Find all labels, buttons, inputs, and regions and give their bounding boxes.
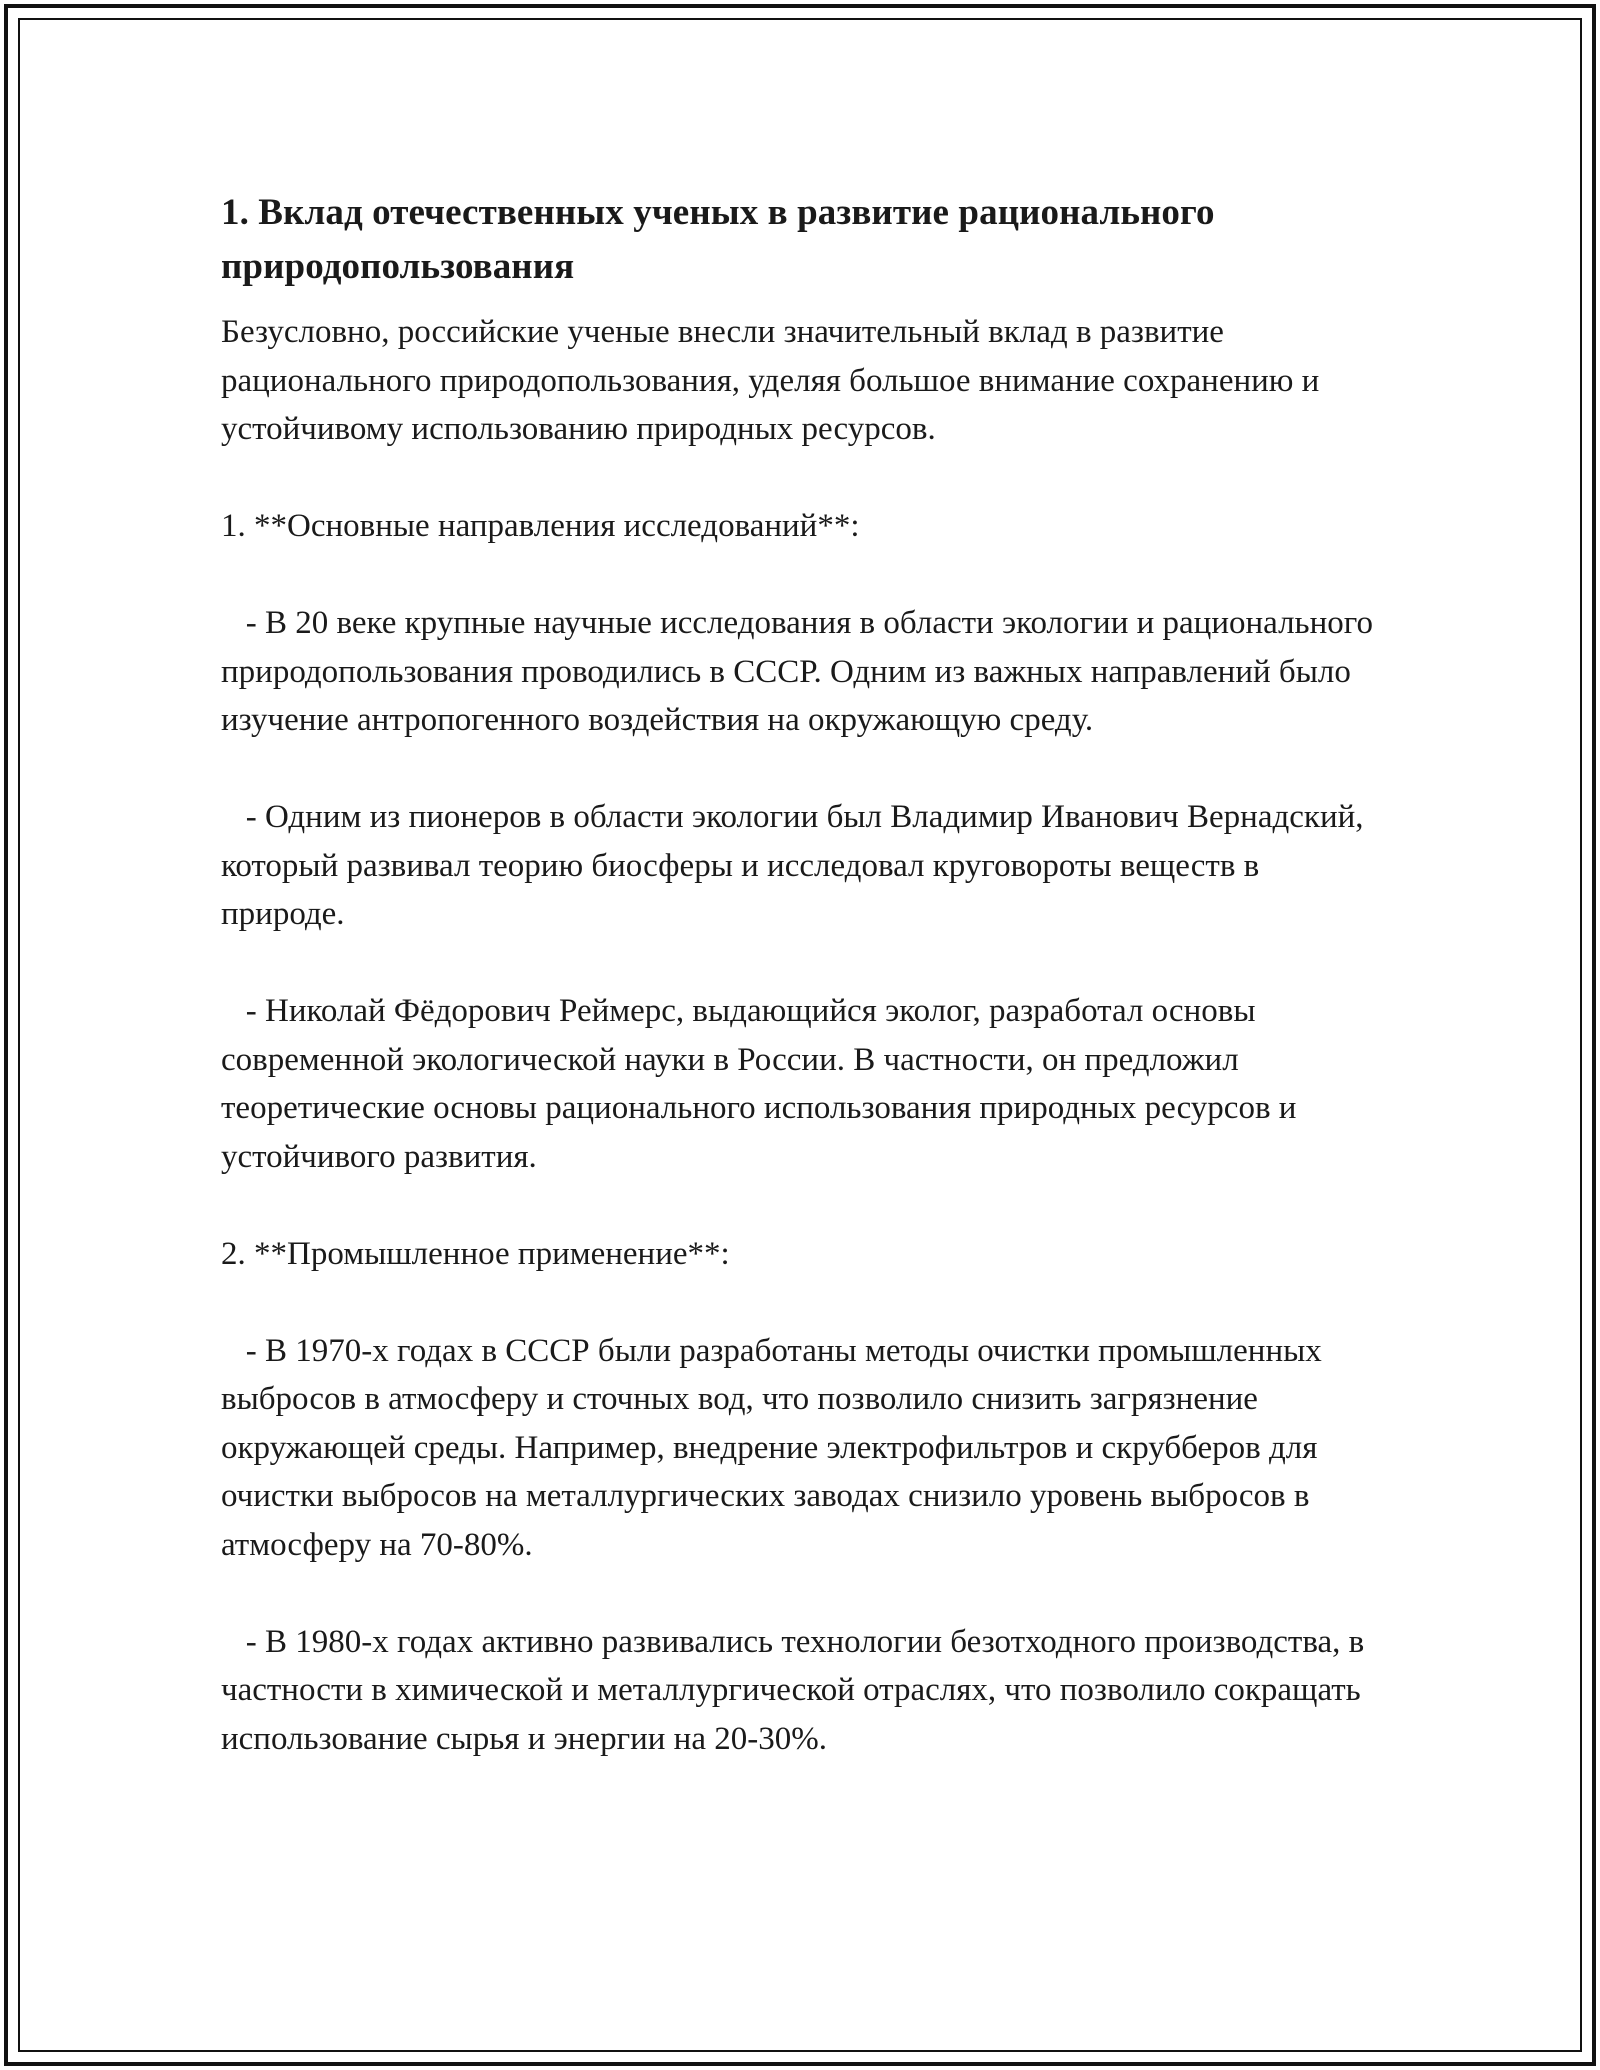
- paragraph-intro: Безусловно, российские ученые внесли значительный вклад в развитие рационального природопользования, уделяя большое внимание сохранению и устойчивому использованию природных ресурсов.: [221, 314, 1328, 447]
- list-item-1970s: - В 1970-х годах в СССР были разработаны методы очистки промышленных выбросов в атмосферу и сточных вод, что позволило снизить загрязнение окружающей среды. Например, внедрение электрофильтров и скрубберов для очистки выбросов на металлургических заводах снизило уровень выбросов в атмосферу на 70-80%.: [221, 1332, 1331, 1563]
- paragraph-gap: [221, 454, 1381, 503]
- list-item-ussr-research: - В 20 веке крупные научные исследования в области экологии и рационального природопользования проводились в СССР. Одним из важных направлений было изучение антропогенного воздействия на окружающую среду.: [221, 605, 1382, 738]
- section-heading-industry: 2. **Промышленное применение**:: [221, 1235, 730, 1272]
- paragraph-gap: [221, 1569, 1381, 1618]
- paragraph-gap: [221, 939, 1381, 988]
- paragraph-gap: [221, 1181, 1381, 1230]
- paragraph-gap: [221, 1278, 1381, 1327]
- list-item-reimers: - Николай Фёдорович Реймерс, выдающийся эколог, разработал основы современной экологической науки в России. В частности, он предложил теоретические основы рационального использования природных ресурсов и устойчивого развития.: [221, 993, 1305, 1175]
- paragraph-gap: [221, 551, 1381, 600]
- document-body: [221, 186, 1381, 1763]
- list-item-vernadsky: - Одним из пионеров в области экологии был Владимир Иванович Вернадский, который развивал теорию биосферы и исследовал круговороты веществ в природе.: [221, 799, 1372, 932]
- list-item-1980s: - В 1980-х годах активно развивались технологии безотходного производства, в частности в химической и металлургической отраслях, что позволило сокращать использование сырья и энергии на 20-30%.: [221, 1623, 1373, 1757]
- document-title: 1. Вклад отечественных ученых в развитие рационального природопользования: [221, 192, 1215, 287]
- section-heading-research: 1. **Основные направления исследований**:: [221, 508, 860, 544]
- paragraph-gap: [221, 745, 1381, 794]
